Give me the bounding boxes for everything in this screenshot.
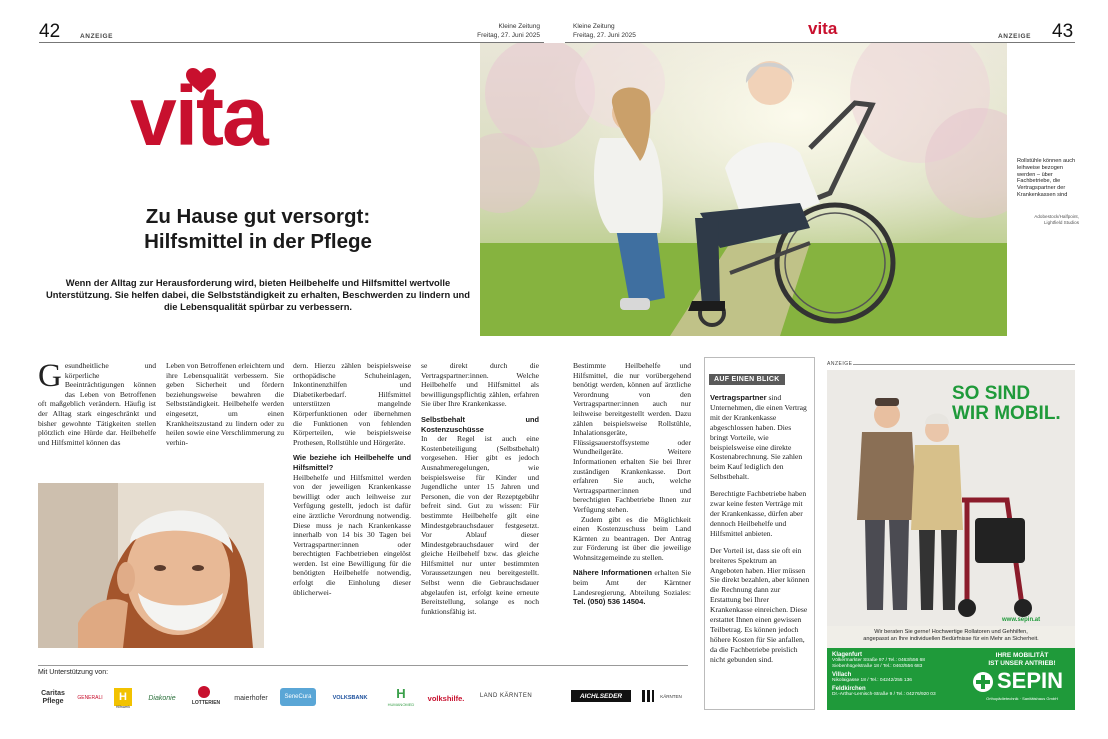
article-col-5 xyxy=(573,361,691,607)
sponsor-volksbank: VOLKSBANK xyxy=(332,695,368,701)
ad-url: www.sepin.at xyxy=(1002,617,1041,623)
info-box-body xyxy=(710,393,811,665)
col4-text-1: se direkt durch die Vertragspartner:innen. Welche Heilbehelfe und Hilfsmittel als bewilligungspflichtig zählen, erfahren Sie über Ihre Krankenkasse. xyxy=(421,361,539,409)
col5-phone: Tel. (050) 536 14504. xyxy=(573,597,646,607)
sponsor-maierhofer: maierhofer xyxy=(234,694,268,702)
loc1-name: Klagenfurt xyxy=(832,652,862,658)
ad-rule xyxy=(853,364,1075,365)
col5-info xyxy=(573,568,691,606)
col3-subhead: Wie beziehe ich Heilbehelfe und Hilfsmittel? xyxy=(293,453,411,472)
sponsor-title: Mit Unterstützung von: xyxy=(38,669,109,676)
col2-text: Leben von Betroffenen erleichtern und ihre Lebensqualität verbessern. Sie geben Sicherheit und fördern beziehungsweise bewahren die Selbstständigkeit. Heilbehelfe werden eingesetzt, um einen Krankheitszustand zu lindern oder zu heilen sowie eine Verschlimmerung zu verhin- xyxy=(166,361,284,447)
masthead-right xyxy=(573,22,663,40)
sponsor-lotterien: LOTTERIEN xyxy=(191,700,221,706)
ad-brand: SEPIN xyxy=(997,668,1064,693)
masthead-left xyxy=(468,22,540,40)
article-col-2 xyxy=(166,361,284,447)
article-col-3 xyxy=(293,361,411,597)
date-right: Freitag, 27. Juni 2025 xyxy=(573,32,636,39)
loc3-name: Feldkirchen xyxy=(832,686,866,692)
sponsor-lotterien-icon xyxy=(198,686,210,698)
loc3-address: Dr.-Arthur-Lemisch-Straße 9 / Tel.: 04276/920 03 xyxy=(832,692,936,697)
ad-claim xyxy=(972,652,1072,667)
col5-text-2: Zudem gibt es die Möglichkeit einen Kostenzuschuss beim Land Kärnten zu beantragen. Der Antrag zur Förderung ist über die jeweilige Wohnsitzgemeinde zu stellen. xyxy=(573,514,691,562)
ad-banner xyxy=(827,626,1075,648)
wheelchair-scene-illustration xyxy=(480,43,1007,336)
article-col-4 xyxy=(421,361,539,616)
sponsor-hilfswerk: Hilfswerk xyxy=(115,705,131,709)
ad-banner-line1: Wir beraten Sie gerne! Hochwertige Rollatoren und Gehhilfen, xyxy=(874,629,1028,635)
sponsor-rule xyxy=(38,665,688,666)
sponsor-senecura: SeneCura xyxy=(280,688,316,706)
headline xyxy=(40,204,476,254)
page-number-left: 42 xyxy=(39,21,61,42)
drop-cap: G xyxy=(38,358,62,394)
man-photo xyxy=(38,483,264,648)
sponsor-aichlseder: AICHLSEDER xyxy=(571,690,631,702)
info-box xyxy=(704,357,815,710)
sponsor-generali: GENERALI xyxy=(77,695,103,701)
ad-banner-line2: angepasst an Ihre individuellen Bedürfnisse für ein Mehr an Sicherheit. xyxy=(863,636,1039,642)
elderly-man-illustration xyxy=(38,483,264,648)
article-col-1 xyxy=(38,358,156,447)
sponsor-humanomed-icon: H xyxy=(396,686,406,701)
headline-line2: Hilfsmittel in der Pflege xyxy=(144,230,372,253)
info-box-text-3: Der Vorteil ist, dass sie oft ein breiteres Spektrum an Angeboten haben. Hier müssen Sie direkt bezahlen, aber können die Rechnung dann zur Erstattung bei Ihrer Krankenkasse einreichen. Diese erstattet Ihnen einen gewissen Teilbetrag. Es können jedoch höhere Kosten für Sie anfallen, da die Fachbetriebe preislich nicht gebunden sind. xyxy=(710,545,810,664)
main-photo xyxy=(480,43,1007,336)
col3-text-1: dern. Hierzu zählen beispielsweise orthopädische Schuheinlagen, Inkontinenzhilfen und Diabetikerbedarf. Hilfsmittel unterstützen mangelnde Körperfunktionen oder übernehmen die Funktionen von fehlenden Körperteilen, wie beispielsweise Prothesen, Rollstühle und Hörgeräte. xyxy=(293,361,411,447)
col4-text-2: In der Regel ist auch eine Kostenbeteiligung (Selbstbehalt) vorgesehen. Hier gibt es jedoch Ausnahmeregelungen, wie beispielsweise für Kinder und Jugendliche unter 15 Jahren und Personen, die von der Rezeptgebühr befreit sind. Gut zu wissen: Für bestimmte Heilbehelfe gilt eine Mindestgebrauchsdauer festgesetzt. Vor Ablauf dieser Mindestgebrauchsdauer wird der gleiche Heilbehelf bzw. das gleiche Hilfsmittel nur unter bestimmten Voraussetzungen neu bereitgestellt. Selbst wenn die Gebrauchsdauer abgelaufen ist, erfolgt keine erneute Bereitstellung, solange es noch funktionsfähig ist. xyxy=(421,434,539,616)
sponsor-volkshilfe: volkshilfe. xyxy=(427,693,465,703)
sponsor-humanomed: HUMANOMED xyxy=(387,702,415,707)
vita-logo xyxy=(130,68,320,168)
col5-info-text: erhalten Sie beim Amt der Kärntner Landesregierung, Abteilung Soziales: xyxy=(573,568,691,597)
headline-line1: Zu Hause gut versorgt: xyxy=(145,205,371,228)
ad-slogan-line2: WIR MOBIL. xyxy=(952,403,1061,424)
photo-credit: Adobestock/Halfpoint, Lightfield Studios xyxy=(1034,214,1079,225)
lead-text: Wenn der Alltag zur Herausforderung wird, bieten Heilbehelfe und Hilfsmittel wertvolle Unterstützung. Sie helfen dabei, die Selbstständigkeit zu erhalten, Beschwerden zu lindern und die Lebensqualität spürbar zu verbessern. xyxy=(45,277,471,312)
loc2-address: Nikolaigasse 18 / Tel.: 04242/255 136 xyxy=(832,678,912,683)
paper-name-left: Kleine Zeitung xyxy=(498,23,540,30)
page-number-right: 43 xyxy=(1052,21,1074,42)
loc1-address-a: Völkermarkter Straße 97 / Tel.: 0463/556 68 xyxy=(832,658,925,663)
sponsor-kaernten-icon xyxy=(642,690,654,702)
col3-text-2: Heilbehelfe und Hilfsmittel werden von der jeweiligen Krankenkasse bewilligt oder auch leihweise zur Verfügung gestellt, jedoch ist dafür eine ärztliche Verordnung notwendig. Diese muss je nach Krankenkasse innerhalb von 14 bis 30 Tagen bei Vertragspartner:innen oder berechtigten Fachbetrieben eingelöst werden. Ist eine Bewilligung für die benötigten Heilbehelfe notwendig, erfolgt die Einholung dieser üblicherwei- xyxy=(293,472,411,597)
loc1-address-b: Siebenhügelstraße 18 / Tel.: 0463/556 683 xyxy=(832,664,923,669)
anzeige-label-right: ANZEIGE xyxy=(998,33,1032,40)
ad-locations xyxy=(832,652,967,698)
sponsor-hilfswerk-icon: H xyxy=(114,688,132,706)
loc2-name: Villach xyxy=(832,672,852,678)
ad-brand-sub: Orthopädietechnik · Sanitätshaus GmbH xyxy=(986,696,1058,701)
sponsor-kaernten: KÄRNTEN xyxy=(660,693,682,699)
info-box-text-2: Berechtigte Fachbetriebe haben zwar keine festen Verträge mit der Krankenkasse, dürfen aber dennoch Heilbehelfe und Hilfsmittel anbieten. xyxy=(710,489,807,538)
photo-caption: Rollstühle können auch leihweise bezogen werden – über Fachbetriebe, die Vertragspartner der Krankenkassen sind xyxy=(1017,158,1076,198)
sponsor-logos xyxy=(38,686,688,710)
ad-anzeige-label: ANZEIGE xyxy=(827,361,853,367)
ad-footer xyxy=(827,648,1075,710)
sponsor-caritas: Caritas Pflege xyxy=(41,690,65,705)
col5-info-bold: Nähere Informationen xyxy=(573,568,652,578)
sepin-cross-icon xyxy=(973,672,993,692)
info-box-term: Vertragspartner xyxy=(710,393,767,402)
paper-name-right: Kleine Zeitung xyxy=(573,23,615,30)
col5-text-1: Bestimmte Heilbehelfe und Hilfsmittel, die nur vorübergehend benötigt werden, können auf ärztliche Verordnung von den Vertragspartner:innen auch nur leihweise bereitgestellt werden. Dazu zählen beispielsweise Rollstühle, Inhalationsgeräte, Flüssigsauerstoffsysteme oder Wundheilgeräte. Weitere Informationen erhalten Sie bei Ihrer zuständigen Krankenkasse. Dort erfahren Sie auch, welche Vertragspartner:innen und berechtigten Fachbetriebe Ihnen zur Verfügung stehen. xyxy=(573,361,691,514)
info-box-text-1: sind Unternehmen, die einen Vertrag mit der Krankenkasse abgeschlossen haben. Dies bringt Vorteile, wie beispielsweise eine direkte Kostenabrechnung. Sie zahlen beim Kauf lediglich den Selbstbehalt. xyxy=(710,393,807,482)
anzeige-label-left: ANZEIGE xyxy=(80,33,114,40)
vita-logo-text: vita xyxy=(130,69,267,163)
date-left: Freitag, 27. Juni 2025 xyxy=(477,32,540,39)
info-box-label: AUF EINEN BLICK xyxy=(709,374,785,385)
ad-claim-line2: IST UNSER ANTRIEB! xyxy=(988,659,1056,667)
sepin-ad xyxy=(827,370,1075,710)
ad-claim-line1: IHRE MOBILITÄT xyxy=(995,652,1049,659)
brand-small: vita xyxy=(808,19,838,38)
col1-text: esundheitliche und körperliche Beeinträchtigungen können das Leben von Betroffenen oft maßgeblich verändern. Häufig ist der Alltag stark eingeschränkt und bisher gewohnte Tätigkeiten stellen plötzlich eine Hürde dar. Heilbehelfe und Hilfsmittel können das xyxy=(38,361,156,447)
couple-rollator-illustration xyxy=(837,390,1047,620)
header-rule-left xyxy=(39,42,544,43)
ad-slogan-line1: SO SIND xyxy=(952,383,1031,404)
sponsor-land-kaernten: LAND KÄRNTEN xyxy=(479,693,533,699)
sponsor-diakonie: Diakonie xyxy=(148,694,176,702)
col4-subhead: Selbstbehalt und Kostenzuschüsse xyxy=(421,414,539,434)
